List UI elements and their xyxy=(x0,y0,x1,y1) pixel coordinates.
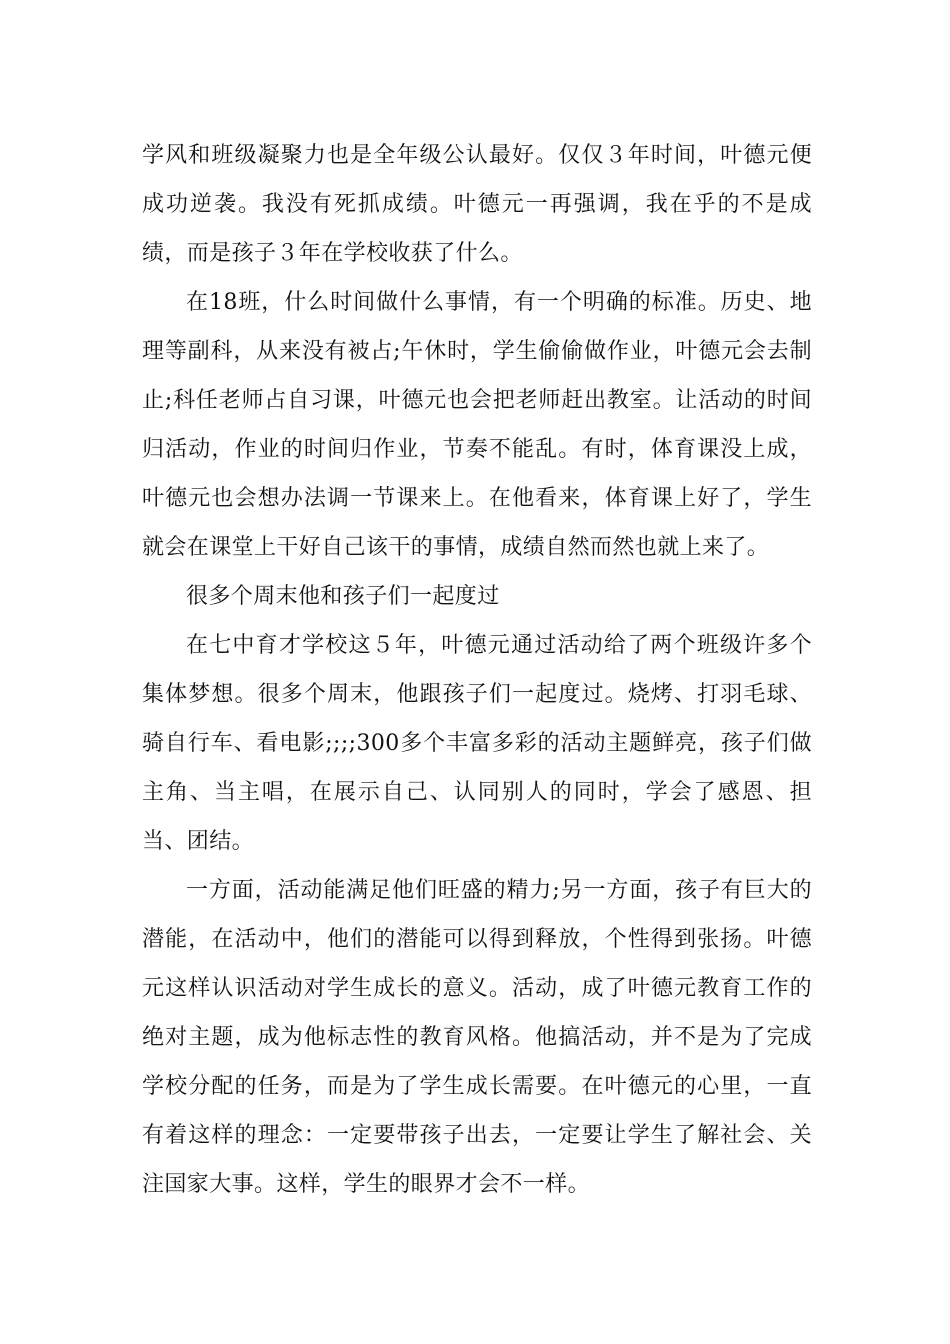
paragraph-meaning: 一方面，活动能满足他们旺盛的精力;另一方面，孩子有巨大的潜能，在活动中，他们的潜能可以得到释放，个性得到张扬。叶德元这样认识活动对学生成长的意义。活动，成了叶德元教育工作的绝对主题，成为他标志性的教育风格。他搞活动，并不是为了完成学校分配的任务，而是为了学生成长需要。在叶德元的心里，一直有着这样的理念：一定要带孩子出去，一定要让学生了解社会、关注国家大事。这样，学生的眼界才会不一样。 xyxy=(142,878,812,1197)
paragraph-continuation: 学风和班级凝聚力也是全年级公认最好。仅仅３年时间，叶德元便成功逆袭。我没有死抓成绩。叶德元一再强调，我在乎的不是成绩，而是孩子３年在学校收获了什么。 xyxy=(142,143,812,266)
paragraph-class-18: 在18班，什么时间做什么事情，有一个明确的标准。历史、地理等副科，从来没有被占;午休时，学生偷偷做作业，叶德元会去制止;科任老师占自习课，叶德元也会把老师赶出教室。让活动的时间归活动，作业的时间归作业，节奏不能乱。有时，体育课没上成，叶德元也会想办法调一节课来上。在他看来，体育课上好了，学生就会在课堂上干好自己该干的事情，成绩自然而然也就上来了。 xyxy=(142,290,812,560)
document-body xyxy=(142,131,812,1209)
paragraph-activities: 在七中育才学校这５年，叶德元通过活动给了两个班级许多个集体梦想。很多个周末，他跟孩子们一起度过。烧烤、打羽毛球、骑自行车、看电影;;;;300多个丰富多彩的活动主题鲜亮，孩子们做主角、当主唱，在展示自己、认同别人的同时，学会了感恩、担当、团结。 xyxy=(142,633,812,854)
section-heading: 很多个周末他和孩子们一起度过 xyxy=(186,584,500,609)
